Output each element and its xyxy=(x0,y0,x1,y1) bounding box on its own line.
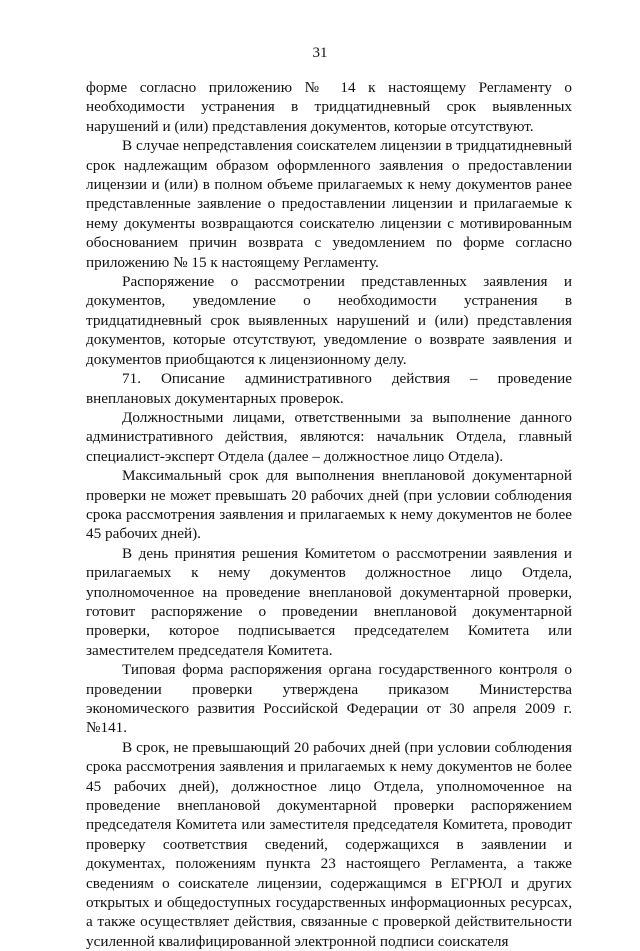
paragraph: В день принятия решения Комитетом о рассмотрении заявления и прилагаемых к нему документов должностное лицо Отдела, уполномоченное на проведение внеплановой документарной проверки, готовит распоряжение о проведении внеплановой документарной проверки, которое подписывается председателем Комитета или заместителем председателя Комитета. xyxy=(86,544,572,659)
paragraph: В срок, не превышающий 20 рабочих дней (при условии соблюдения срока рассмотрения заявления и прилагаемых к нему документов не более 45 рабочих дней), должностное лицо Отдела, уполномоченное на проведение внеплановой документарной проверки распоряжением председателя Комитета или заместителя председателя Комитета, проводит проверку соответствия сведений, содержащихся в заявлении и документах, положениям пункта 23 настоящего Регламента, а также сведениям о соискателе лицензии, содержащимся в ЕГРЮЛ и других открытых и общедоступных государственных информационных ресурсах, а также осуществляет действия, связанные с проверкой действительности усиленной квалифицированной электронной подписи соискателя xyxy=(86,738,572,950)
paragraph: Максимальный срок для выполнения внеплановой документарной проверки не может превышать 20 рабочих дней (при условии соблюдения срока рассмотрения заявления и прилагаемых к нему документов не более 45 рабочих дней). xyxy=(86,467,572,543)
page-number: 31 xyxy=(312,45,328,61)
document-body xyxy=(86,78,572,951)
paragraph-continuation: форме согласно приложению № 14 к настоящему Регламенту о необходимости устранения в тридцатидневный срок выявленных нарушений и (или) представления документов, которые отсутствуют. xyxy=(86,79,572,135)
paragraph-section-71: 71. Описание административного действия – проведение внеплановых документарных проверок. xyxy=(86,370,572,407)
paragraph: В случае непредставления соискателем лицензии в тридцатидневный срок надлежащим образом оформленного заявления о предоставлении лицензии и (или) в полном объеме прилагаемых к нему документов ранее представленные заявление о предоставлении лицензии и прилагаемые к нему документы возвращаются соискателю лицензии с мотивированным обоснованием причин возврата с уведомлением по форме согласно приложению № 15 к настоящему Регламенту. xyxy=(86,137,572,271)
paragraph: Распоряжение о рассмотрении представленных заявления и документов, уведомление о необходимости устранения в тридцатидневный срок выявленных нарушений и (или) представления документов, которые отсутствуют, уведомление о возврате заявления и документов приобщаются к лицензионному делу. xyxy=(86,273,572,368)
paragraph: Типовая форма распоряжения органа государственного контроля о проведении проверки утверждена приказом Министерства экономического развития Российской Федерации от 30 апреля 2009 г. №141. xyxy=(86,661,572,737)
paragraph: Должностными лицами, ответственными за выполнение данного административного действия, являются: начальник Отдела, главный специалист-эксперт Отдела (далее – должностное лицо Отдела). xyxy=(86,408,572,465)
